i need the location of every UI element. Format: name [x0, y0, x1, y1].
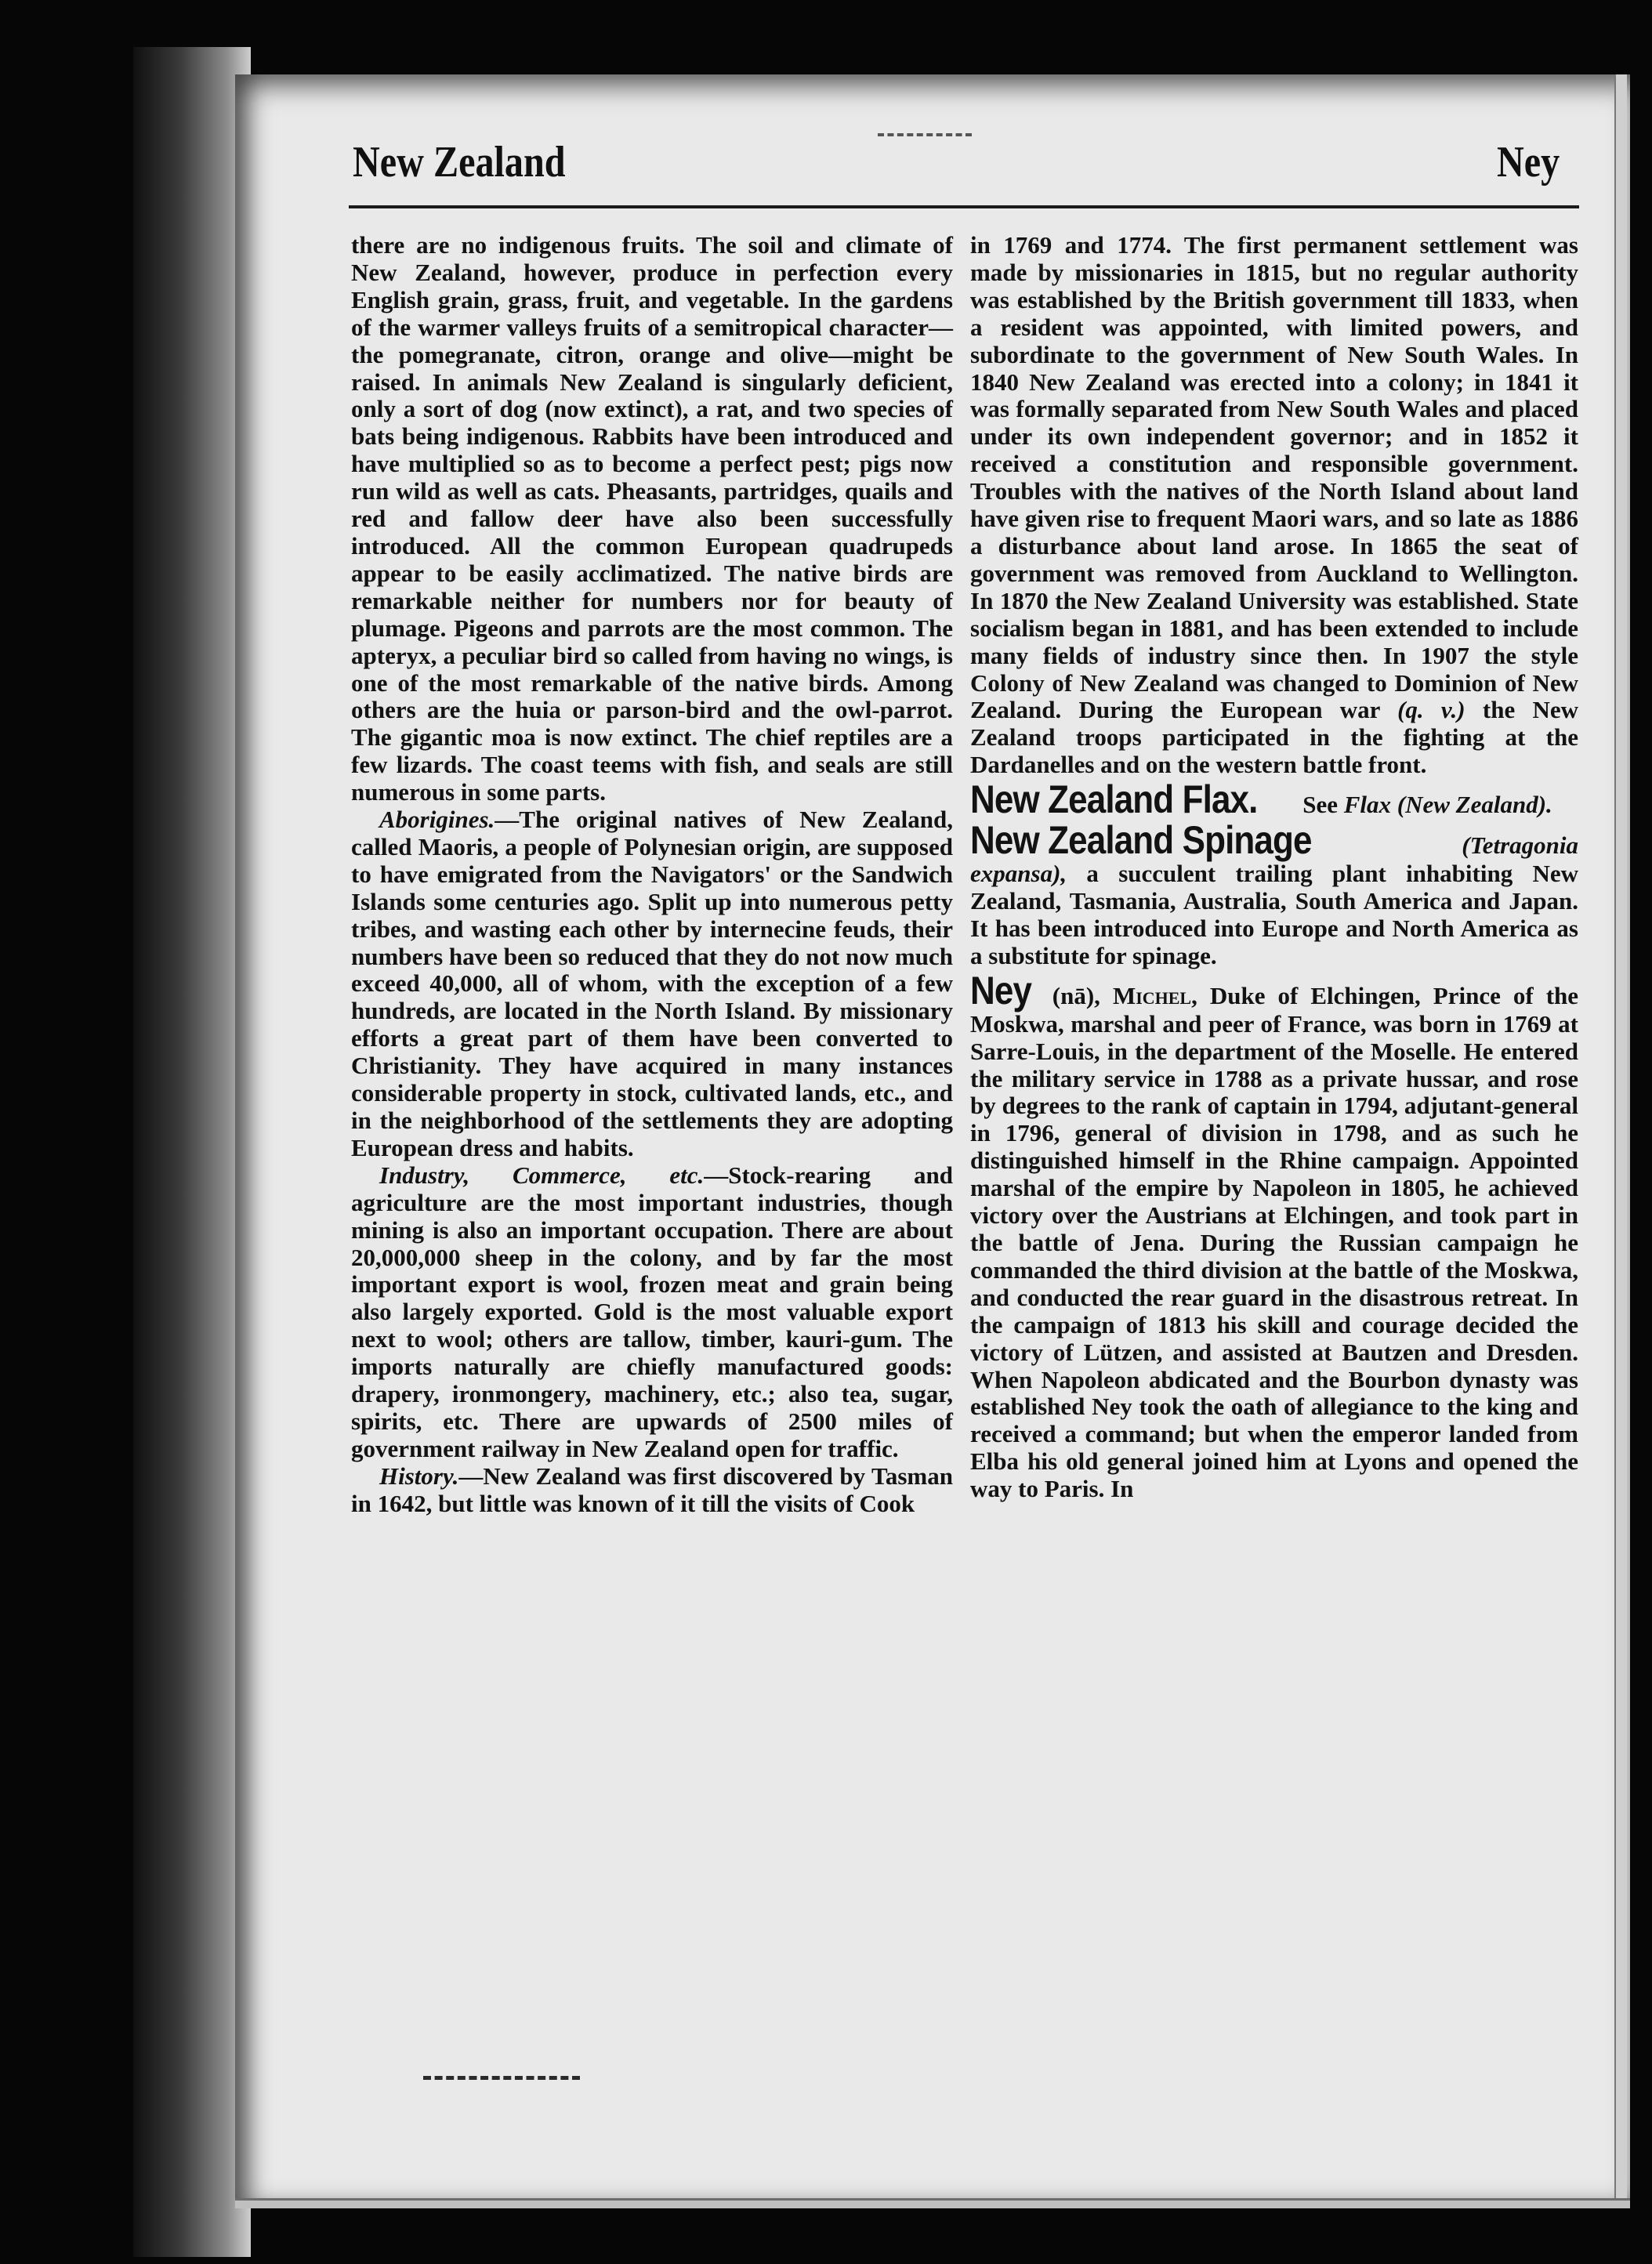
paragraph-industry	[351, 1162, 953, 1463]
section-title-history: History.	[379, 1462, 459, 1490]
history-end-text: the New Zealand troops participated in the fighting at the Dardanelles and on the western battle front.	[970, 696, 1578, 779]
entry-head-ney: Ney	[970, 968, 1032, 1012]
running-head-left: New Zealand	[353, 138, 566, 187]
spinage-latin: (Tetragonia expansa),	[970, 831, 1578, 888]
history-qv: (q. v.)	[1397, 696, 1465, 724]
aborigines-text: —The original natives of New Zealand, called Maoris, a people of Polynesian origin, are supposed to have emigrated from the Navigators' or the Sandwich Islands some centuries ago. Split up into numerous petty tribes, and wasting each other by internecine feuds, their numbers have been so reduced that they do not now much exceed 40,000, all of whom, with the exception of a few hundreds, are located in the North Island. By missionary efforts a great part of them have been converted to Christianity. They have acquired in many instances considerable property in stock, cultivated lands, etc., and in the neighborhood of the settlements they are adopting European dress and habits.	[351, 806, 953, 1161]
header-rule	[349, 205, 1579, 208]
left-column	[351, 232, 953, 1518]
entry-new-zealand-spinage	[970, 820, 1578, 970]
section-title-industry: Industry, Commerce, etc.	[379, 1161, 705, 1189]
paragraph-flora-fauna: there are no indigenous fruits. The soil and climate of New Zealand, however, produce in perfection every English grain, grass, fruit, and vegetable. In the gardens of the warmer valleys fruits of a semitropical character—the pomegranate, citron, orange and olive—might be raised. In animals New Zealand is singularly deficient, only a sort of dog (now extinct), a rat, and two species of bats being indigenous. Rabbits have been introduced and have multiplied so as to become a perfect pest; pigs now run wild as well as cats. Pheasants, partridges, quails and red and fallow deer have also been successfully introduced. All the common European quadrupeds appear to be easily acclimatized. The native birds are remarkable neither for numbers nor for beauty of plumage. Pigeons and parrots are the most common. The apteryx, a peculiar bird so called from having no wings, is one of the most remarkable of the native birds. Among others are the huia or parson-bird and the owl-parrot. The gigantic moa is now extinct. The chief reptiles are a few lizards. The coast teems with fish, and seals are still numerous in some parts.	[351, 231, 953, 806]
running-head-right: Ney	[1497, 138, 1560, 187]
page-edge-bottom	[235, 2198, 1630, 2208]
binding-shadow	[133, 47, 251, 2257]
history-text: —New Zealand was first discovered by Tasman in 1642, but little was known of it till the visits of Cook	[351, 1462, 953, 1517]
flax-see: See	[1302, 791, 1338, 819]
paragraph-history	[351, 1463, 953, 1518]
section-title-aborigines: Aborigines.	[379, 806, 495, 834]
industry-text: —Stock-rearing and agriculture are the most important industries, though mining is also an important occupation. There are about 20,000,000 sheep in the colony, and by far the most important export is wool, frozen meat and grain being also largely exported. Gold is the most valuable export next to wool; others are tallow, timber, kauri-gum. The imports naturally are chiefly manufactured goods: drapery, ironmongery, machinery, etc.; also tea, sugar, spirits, etc. There are upwards of 2500 miles of government railway in New Zealand open for traffic.	[351, 1161, 953, 1462]
scan-speck	[878, 133, 972, 139]
paragraph-history-continued	[970, 232, 1578, 779]
bottom-scan-marks	[423, 2076, 580, 2083]
spinage-text: a succulent trailing plant inhabiting New Zealand, Tasmania, Australia, South America and Japan. It has been introduced into Europe and North America as a substitute for spinage.	[970, 860, 1579, 969]
entry-head-spinage: New Zealand Spinage	[970, 818, 1312, 863]
page-edge-right	[1614, 74, 1627, 2206]
ney-pronunciation: (nā),	[1052, 981, 1100, 1009]
ney-text: Duke of Elchingen, Prince of the Moskwa, marshal and peer of France, was born in 1769 at Sarre-Louis, in the department of the Moselle. He entered the military service in 1788 as a private hussar, and rose by degrees to the rank of captain in 1794, adjutant-general in 1796, general of division in 1798, and as such he distinguished himself in the Rhine campaign. Appointed marshal of the empire by Napoleon in 1805, he achieved victory over the Austrians at Elchingen, and took part in the battle of Jena. During the Russian campaign he commanded the third division at the battle of the Moskwa, and conducted the rear guard in the disastrous retreat. In the campaign of 1813 his skill and courage decided the victory of Lützen, and assisted at Bautzen and Dresden. When Napoleon abdicated and the Bourbon dynasty was established Ney took the oath of allegiance to the king and received a command; but when the emperor landed from Elba his old general joined him at Lyons and opened the way to Paris. In	[970, 981, 1579, 1503]
right-column	[970, 232, 1578, 1503]
entry-head-flax: New Zealand Flax.	[970, 777, 1258, 822]
ney-given-name: Michel,	[1112, 981, 1197, 1009]
entry-new-zealand-flax	[970, 779, 1578, 820]
flax-ref-target: Flax (New Zealand).	[1343, 791, 1552, 819]
paragraph-aborigines	[351, 806, 953, 1162]
history-cont-text: in 1769 and 1774. The first permanent settlement was made by missionaries in 1815, but no regular authority was established by the British government till 1833, when a resident was appointed, with limited powers, and subordinate to the government of New South Wales. In 1840 New Zealand was erected into a colony; in 1841 it was formally separated from New South Wales and placed under its own independent governor; and in 1852 it received a constitution and responsible government. Troubles with the natives of the North Island about land have given rise to frequent Maori wars, and so late as 1886 a disturbance about land arose. In 1865 the seat of government was removed from Auckland to Wellington. In 1870 the New Zealand University was established. State socialism began in 1881, and has been extended to include many fields of industry since then. In 1907 the style Colony of New Zealand was changed to Dominion of New Zealand. During the European war	[970, 231, 1578, 724]
entry-ney	[970, 970, 1578, 1503]
